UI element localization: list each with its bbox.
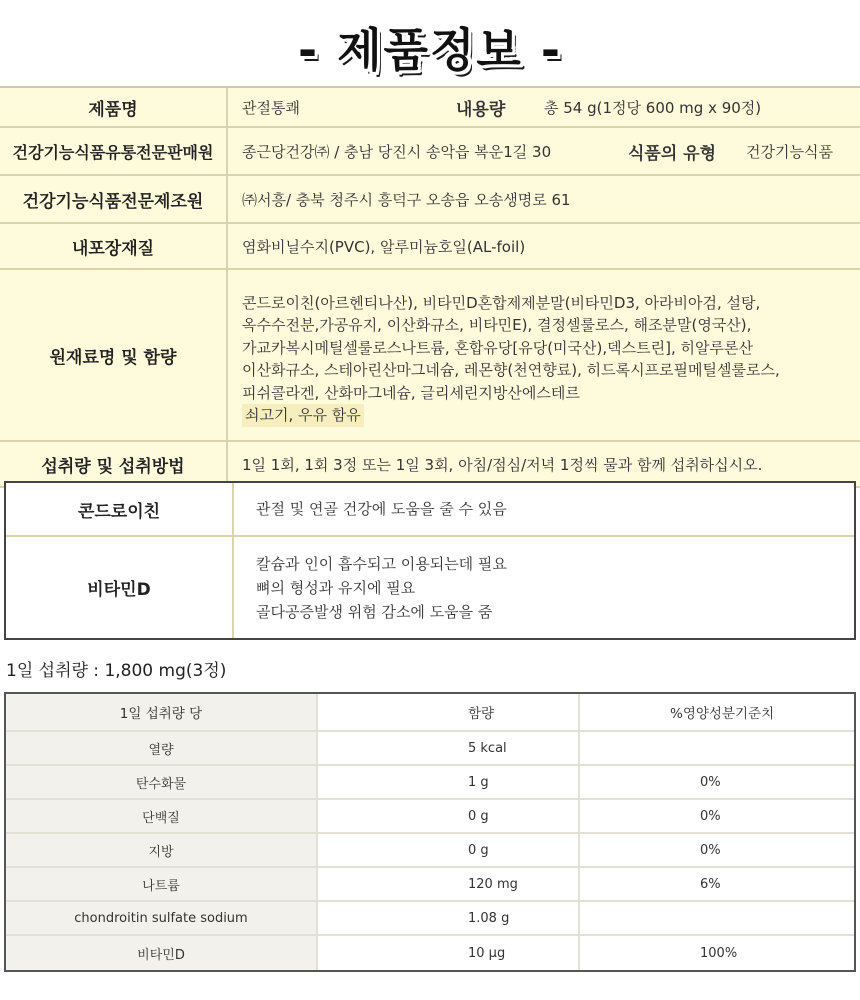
nutrient-percent xyxy=(580,902,854,934)
chondroitin-label: 콘드로이친 xyxy=(6,483,234,535)
ingredients-line: 콘드로이친(아르헨티나산), 비타민D혼합제제분말(비타민D3, 아라비아검, 설탕, xyxy=(242,293,761,312)
packaging-value: 염화비닐수지(PVC), 알루미늄호일(AL-foil) xyxy=(242,237,526,256)
vitamin-d-line: 뼈의 형성과 유지에 필요 xyxy=(256,578,416,597)
seller-cell xyxy=(228,128,860,174)
ingredients-line: 옥수수전분,가공유지, 이산화규소, 비타민E), 결정셀룰로스, 해조분말(영국산), xyxy=(242,316,752,334)
nutrient-amount: 1 g xyxy=(318,766,580,798)
packaging-label: 내포장재질 xyxy=(0,224,228,268)
ingredients-list xyxy=(228,270,780,440)
info-row-ingredients xyxy=(0,270,860,442)
nutrient-percent xyxy=(580,732,854,764)
table-row xyxy=(6,732,854,766)
nutrient-name: 나트륨 xyxy=(6,868,318,900)
nutrition-header: %영양성분기준치 xyxy=(670,706,775,722)
nutrient-name: 단백질 xyxy=(6,800,318,832)
seller-value: 종근당건강㈜ / 충남 당진시 송악읍 복운1길 30 xyxy=(242,142,552,161)
content-label: 내용량 xyxy=(456,99,506,120)
table-row xyxy=(6,868,854,902)
nutrient-amount: 0 g xyxy=(318,800,580,832)
info-row-seller xyxy=(0,128,860,176)
nutrient-name: 탄수화물 xyxy=(6,766,318,798)
nutrient-name: 지방 xyxy=(6,834,318,866)
nutrient-percent: 0% xyxy=(700,842,721,858)
nutrient-amount: 1.08 g xyxy=(318,902,580,934)
nutrient-name: chondroitin sulfate sodium xyxy=(6,902,318,934)
nutrient-percent: 100% xyxy=(700,945,738,961)
nutrition-header-row xyxy=(6,694,854,732)
functional-info-box xyxy=(4,481,856,640)
vitamin-d-text xyxy=(234,537,854,638)
info-row-product-name xyxy=(0,88,860,128)
page-title: - 제품정보 - xyxy=(298,23,562,77)
intake-method-label: 섭취량 및 섭취방법 xyxy=(0,442,228,486)
table-row xyxy=(6,902,854,936)
intake-method-value: 1일 1회, 1회 3정 또는 1일 3회, 아침/점심/저녁 1정씩 물과 함께 섭취하십시오. xyxy=(242,455,763,474)
nutrient-amount: 5 kcal xyxy=(318,732,580,764)
title-area xyxy=(0,0,860,86)
vitamin-d-line: 칼슘과 인이 흡수되고 이용되는데 필요 xyxy=(256,554,507,573)
nutrient-name: 비타민D xyxy=(6,936,318,970)
maker-value: ㈜서흥/ 충북 청주시 흥덕구 오송읍 오송생명로 61 xyxy=(242,190,571,209)
function-row-vitamin-d xyxy=(6,537,854,638)
ingredients-label: 원재료명 및 함량 xyxy=(0,270,228,440)
table-row xyxy=(6,800,854,834)
table-row xyxy=(6,834,854,868)
info-row-maker xyxy=(0,176,860,224)
vitamin-d-line: 골다공증발생 위험 감소에 도움을 줌 xyxy=(256,602,493,621)
ingredients-line: 피쉬콜라겐, 산화마그네슘, 글리세린지방산에스테르 xyxy=(242,383,580,402)
maker-label: 건강기능식품전문제조원 xyxy=(0,176,228,222)
nutrient-percent: 0% xyxy=(700,808,721,824)
nutrition-header: 함량 xyxy=(318,694,580,730)
ingredients-line: 이산화규소, 스테아린산마그네슘, 레몬향(천연향료), 히드록시프로필메틸셀룰로스, xyxy=(242,361,780,379)
nutrient-percent: 6% xyxy=(700,876,721,892)
product-name-cell xyxy=(228,88,860,126)
table-row xyxy=(6,936,854,970)
chondroitin-text: 관절 및 연골 건강에 도움을 줄 수 있음 xyxy=(256,500,507,518)
product-name-label: 제품명 xyxy=(0,88,228,126)
nutrient-amount: 10 μg xyxy=(318,936,580,970)
nutrition-header: 1일 섭취량 당 xyxy=(6,694,318,730)
nutrient-percent: 0% xyxy=(700,774,721,790)
food-type-label: 식품의 유형 xyxy=(628,143,717,164)
nutrient-name: 열량 xyxy=(6,732,318,764)
food-type-value: 건강기능식품 xyxy=(746,142,833,161)
vitamin-d-label: 비타민D xyxy=(6,537,234,638)
daily-intake-title: 1일 섭취량 : 1,800 mg(3정) xyxy=(6,661,227,681)
product-info-table xyxy=(0,86,860,488)
table-row xyxy=(6,766,854,800)
nutrition-table xyxy=(4,692,856,972)
seller-label: 건강기능식품유통전문판매원 xyxy=(0,128,228,174)
ingredients-line: 가교카복시메틸셀룰로스나트륨, 혼합유당[유당(미국산),덱스트린], 히알루론산 xyxy=(242,338,753,357)
allergen-note: 쇠고기, 우유 함유 xyxy=(242,404,364,427)
nutrient-amount: 0 g xyxy=(318,834,580,866)
function-row-chondroitin xyxy=(6,483,854,537)
nutrient-amount: 120 mg xyxy=(318,868,580,900)
content-value: 총 54 g(1정당 600 mg x 90정) xyxy=(544,98,762,117)
product-name-value: 관절통쾌 xyxy=(242,98,300,117)
info-row-packaging xyxy=(0,224,860,270)
